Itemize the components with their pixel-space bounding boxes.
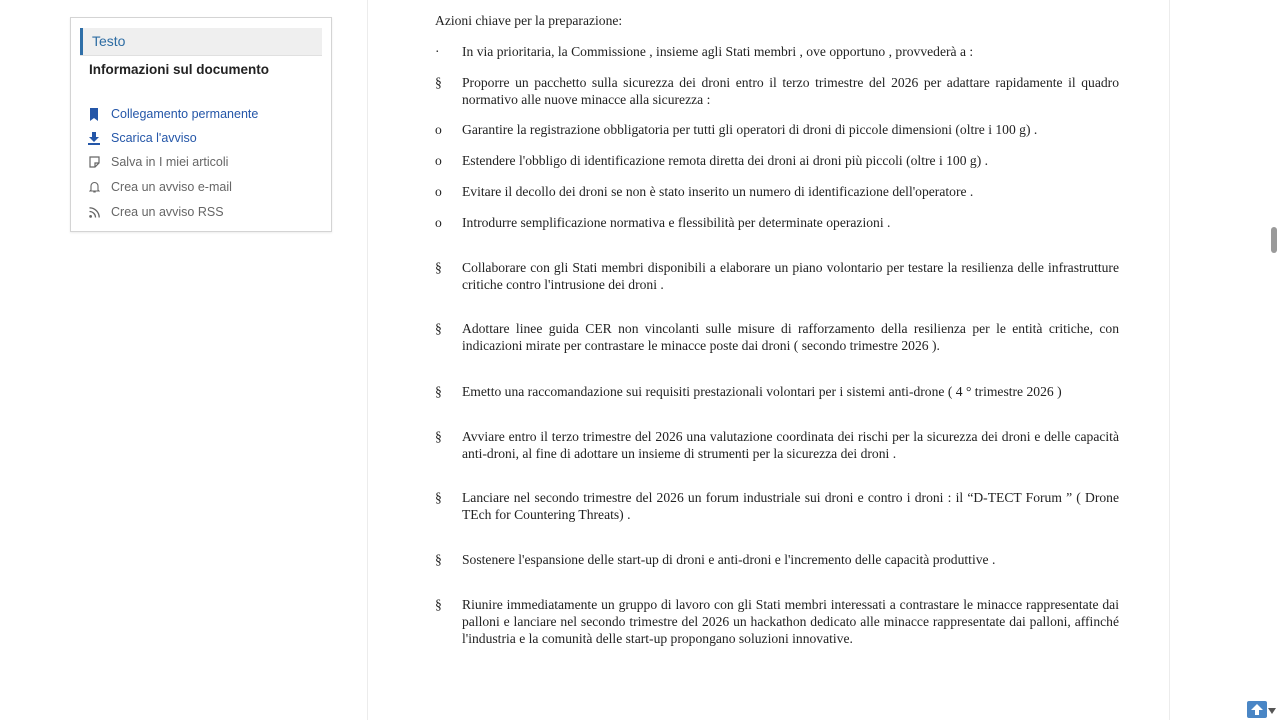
- bell-icon: [88, 180, 100, 194]
- list-text: Lanciare nel secondo trimestre del 2026 un forum industriale sui droni e contro i droni : il “D-TECT Forum ” ( Drone TEch for Countering Threats) .: [462, 490, 1119, 522]
- arrow-up-icon: [1251, 704, 1263, 715]
- list-text: Estendere l'obbligo di identificazione remota diretta dei droni ai droni più piccoli (oltre i 100 g) .: [462, 153, 989, 168]
- rss-alert-label: Crea un avviso RSS: [111, 205, 224, 219]
- list-marker: §: [435, 597, 442, 612]
- list-text: Avviare entro il terzo trimestre del 2026 una valutazione coordinata dei rischi per la sicurezza dei droni e delle capacità anti-droni, al fine di adottare un insieme di strumenti per la sicurezza dei droni .: [462, 429, 1119, 461]
- list-marker: o: [435, 215, 442, 230]
- download-notice-link[interactable]: [88, 129, 197, 147]
- list-marker: §: [435, 490, 442, 505]
- list-marker: §: [435, 75, 442, 90]
- list-text: Emetto una raccomandazione sui requisiti prestazionali volontari per i sistemi anti-drone ( 4 ° trimestre 2026 ): [462, 384, 1062, 399]
- list-marker: §: [435, 321, 442, 336]
- list-text: In via prioritaria, la Commissione , insieme agli Stati membri , ove opportuno , provvederà a :: [462, 44, 974, 59]
- list-marker: §: [435, 552, 442, 567]
- bookmark-icon: [88, 107, 100, 121]
- rss-alert-link[interactable]: [88, 203, 224, 221]
- save-to-my-articles-label: Salva in I miei articoli: [111, 155, 229, 169]
- email-alert-link[interactable]: [88, 178, 232, 196]
- download-notice-label: Scarica l'avviso: [111, 131, 197, 145]
- list-marker: o: [435, 184, 442, 199]
- scrollbar-thumb[interactable]: [1271, 227, 1277, 253]
- list-marker: ·: [435, 44, 440, 59]
- note-icon: [88, 155, 100, 169]
- list-marker: o: [435, 153, 442, 168]
- list-text: Evitare il decollo dei droni se non è stato inserito un numero di identificazione dell'operatore .: [462, 184, 974, 199]
- list-text: Collaborare con gli Stati membri disponibili a elaborare un piano volontario per testare la resilienza delle infrastrutture critiche contro l'intrusione dei droni .: [462, 260, 1119, 292]
- document-sidebar: [70, 17, 332, 232]
- list-marker: o: [435, 122, 442, 137]
- content-column-border-left: [367, 0, 368, 720]
- back-to-top-button[interactable]: [1247, 701, 1267, 718]
- tab-divider: [80, 55, 322, 56]
- list-text: Garantire la registrazione obbligatoria per tutti gli operatori di droni di piccole dimensioni (oltre i 100 g) .: [462, 122, 1038, 137]
- list-text: Sostenere l'espansione delle start-up di droni e anti-droni e l'incremento delle capacità produttive .: [462, 552, 996, 567]
- list-text: Proporre un pacchetto sulla sicurezza dei droni entro il terzo trimestre del 2026 per adattare rapidamente il quadro normativo alle nuove minacce alla sicurezza :: [462, 75, 1119, 107]
- list-text: Riunire immediatamente un gruppo di lavoro con gli Stati membri interessati a contrastare le minacce rappresentate dai palloni e lanciare nel secondo trimestre del 2026 un hackathon dedicato alle minacce rappresentate dai palloni, affinché l'industria e la comunità delle start-up propongano soluzioni innovative.: [462, 597, 1119, 646]
- tab-testo[interactable]: Testo: [80, 28, 322, 55]
- list-marker: §: [435, 429, 442, 444]
- permalink-link[interactable]: [88, 105, 258, 123]
- scroll-down-arrow[interactable]: [1268, 708, 1276, 714]
- section-heading: Azioni chiave per la preparazione:: [435, 13, 623, 28]
- content-column-border-right: [1169, 0, 1170, 720]
- list-text: Introdurre semplificazione normativa e flessibilità per determinate operazioni .: [462, 215, 891, 230]
- permalink-label: Collegamento permanente: [111, 107, 259, 121]
- tab-informazioni-documento[interactable]: Informazioni sul documento: [89, 62, 270, 77]
- email-alert-label: Crea un avviso e-mail: [111, 180, 232, 194]
- list-text: Adottare linee guida CER non vincolanti sulle misure di rafforzamento della resilienza per le entità critiche, con indicazioni mirate per contrastare le minacce poste dai droni ( secondo trimestre 2026 ).: [462, 321, 1119, 353]
- list-marker: §: [435, 260, 442, 275]
- list-marker: §: [435, 384, 442, 399]
- save-to-my-articles-link[interactable]: [88, 153, 228, 171]
- download-icon: [88, 131, 100, 145]
- rss-icon: [88, 205, 100, 219]
